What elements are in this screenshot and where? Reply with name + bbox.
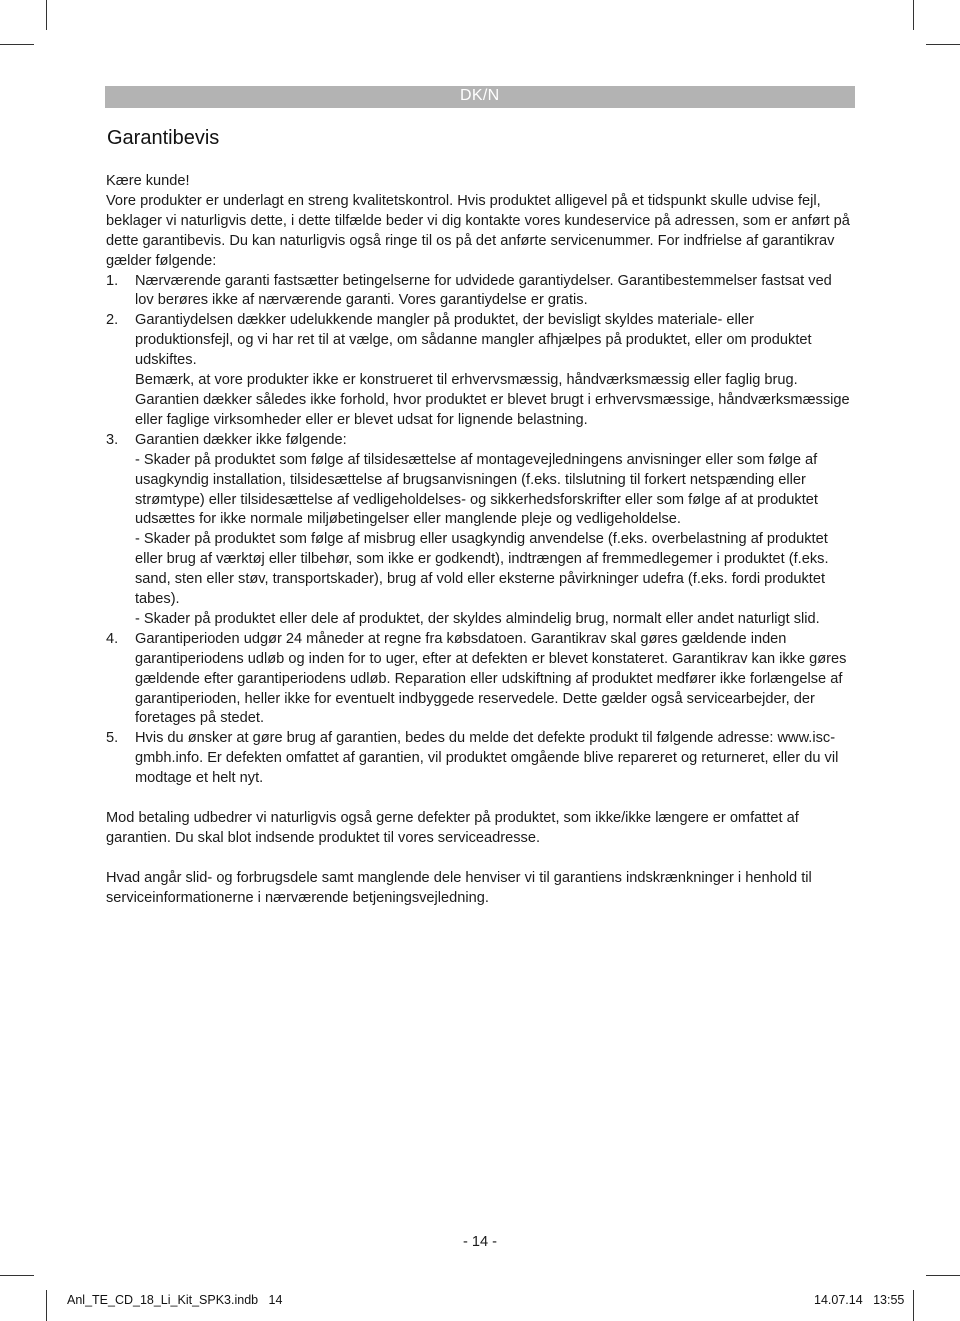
list-paragraph: - Skader på produktet eller dele af produktet, der skyldes almindelig brug, normalt eller andet naturligt slid. [135,610,820,627]
page-number: - 14 - [462,1234,498,1250]
list-item [106,630,851,730]
list-paragraph: Garantiydelsen dækker udelukkende mangler på produktet, der bevisligt skyldes materiale- eller produktionsfejl, og vi har ret til at vælge, om sådanne mangler afhjælpes på produktet, eller om produktet udskiftes. [135,312,812,369]
language-header-bar [105,86,855,108]
list-paragraph: Garantiperioden udgør 24 måneder at regne fra købsdatoen. Garantikrav skal gøres gældende inden garantiperiodens udløb og inden for to uger, efter at defekten er blevet konstateret. Garantikrav kan ikke gøres gældende efter garantiperiodens udløb. Reparation eller udskiftning af produktet medfører ikke forlængelse af garantiperioden, heller ikke for eventuelt indbyggede reservedele. Dette gælder også servicearbejder, der foretages på stedet. [135,630,847,727]
closing-paragraph: Hvad angår slid- og forbrugsdele samt manglende dele henviser vi til garantiens indskrænkninger i henhold til serviceinformationerne i nærværende betjeningsvejledning. [106,869,812,906]
greeting: Kære kunde! [106,173,190,189]
crop-mark [46,1290,47,1321]
list-number: 2. [106,312,119,329]
list-paragraph: Nærværende garanti fastsætter betingelserne for udvidede garantiydelser. Garantibestemmelser fastsat ved lov berøres ikke af nærværende garanti. Vores garantiydelse er gratis. [135,272,832,309]
slug-filename: Anl_TE_CD_18_Li_Kit_SPK3.indb 14 [67,1293,283,1307]
list-paragraph: - Skader på produktet som følge af tilsidesættelse af montagevejledningens anvisninger eller som følge af usagkyndig installation, tilsidesættelse af brugsanvisningen (f.eks. tilslutning til forkert netspænding eller strømtype) eller tilsidesættelse af vedligeholdelses- og sikkerhedsforskrifter eller som følge af at produktet udsættes for ikke normale miljøbetingelser eller manglende pleje og vedligeholdelse. [135,451,818,528]
document-body [106,172,851,909]
crop-mark [0,1275,34,1276]
list-item [106,311,851,430]
list-paragraph: Bemærk, at vore produkter ikke er konstrueret til erhvervsmæssig, håndværksmæssig eller faglig brug. Garantien dækker således ikke forhold, hvor produktet er blevet brugt i erhvervsmæssige, håndværksmæssige eller faglige virksomheder eller er blevet udsat for lignende belastning. [135,372,850,428]
list-number: 3. [106,431,119,448]
list-item [106,272,851,312]
language-label: DK/N [460,87,500,104]
intro-paragraph: Vore produkter er underlagt en streng kvalitetskontrol. Hvis produktet alligevel på et tidspunkt skulle udvise fejl, beklager vi naturligvis dette, i dette tilfælde beder vi dig kontakte vores kundeservice på adressen, som er anført på dette garantibevis. Du kan naturligvis også ringe til os på det anførte servicenummer. For indfrielse af garantikrav gælder følgende: [106,192,850,269]
page-title: Garantibevis [107,127,220,149]
closing-paragraph: Mod betaling udbedrer vi naturligvis også gerne defekter på produktet, som ikke/ikke længere er omfattet af garantien. Du skal blot indsende produktet til vores serviceadresse. [106,809,799,846]
crop-mark [913,1290,914,1321]
list-item [106,431,851,630]
crop-mark [913,0,914,30]
list-number: 4. [106,630,119,647]
list-paragraph: - Skader på produktet som følge af misbrug eller usagkyndig anvendelse (f.eks. overbelastning af produktet eller brug af værktøj eller tilbehør, som ikke er godkendt), indtrængen af fremmedlegemer i produktet (f.eks. sand, sten eller støv, transportskader), brug af vold eller eksterne påvirkninger udefra (f.eks. fordi produktet tabes). [135,531,829,608]
crop-mark [46,0,47,30]
crop-mark [926,44,960,45]
list-number: 5. [106,730,119,747]
list-item [106,729,851,789]
list-paragraph: Hvis du ønsker at gøre brug af garantien, bedes du melde det defekte produkt til følgende adresse: www.isc-gmbh.info. Er defekten omfattet af garantien, vil produktet omgående blive repareret og returneret, eller du vil modtage et helt nyt. [135,730,839,787]
crop-mark [926,1275,960,1276]
list-paragraph: Garantien dækker ikke følgende: [135,431,347,448]
list-number: 1. [106,272,119,289]
crop-mark [0,44,34,45]
slug-date: 14.07.14 13:55 [814,1293,905,1307]
